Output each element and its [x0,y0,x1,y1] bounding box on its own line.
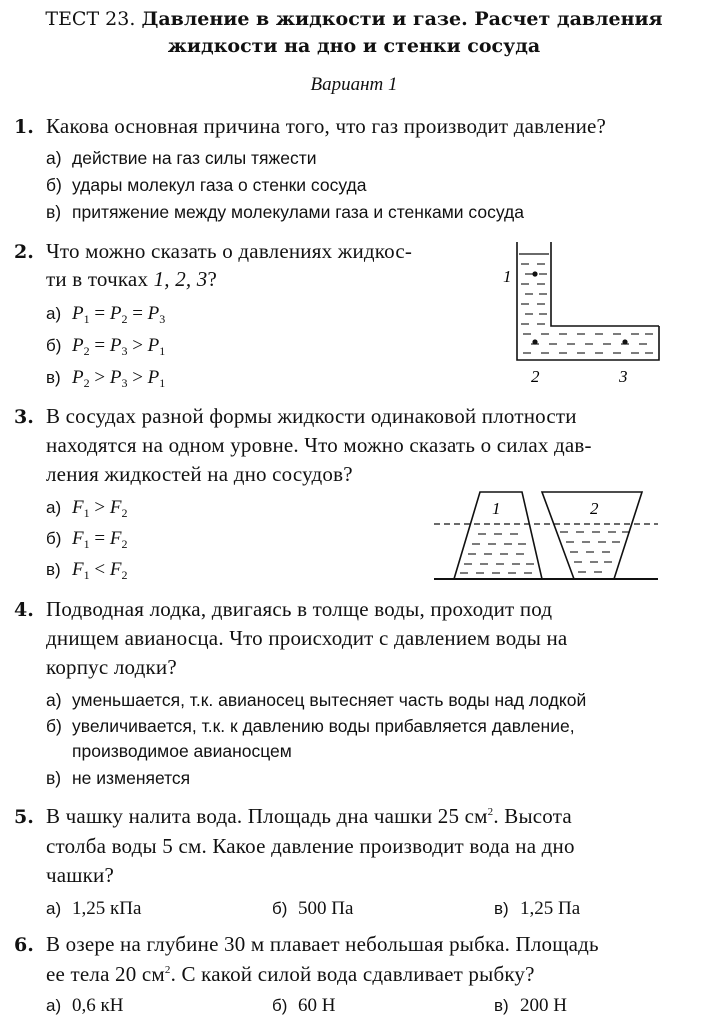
q3-option-a[interactable]: а) $F_1 > F_2$ [46,497,128,520]
question-4-number: 4. [14,599,34,621]
q6-option-a[interactable]: а) 0,6 кН [46,995,124,1016]
l-vessel-inner-wall [551,242,659,326]
q6-option-c[interactable]: в) 200 Н [494,995,567,1016]
page-title [0,6,708,32]
point-3-marker [622,339,627,344]
point-1-label: 1 [503,267,512,286]
question-2-text-line2: ти в точках 1, 2, 3? [46,267,218,291]
points-label: 1, 2, 3 [153,267,208,291]
q1-option-b[interactable]: б) удары молекул газа о стенки сосуда [46,175,367,195]
question-2-text-line1: Что можно сказать о давлениях жидкос- [46,239,413,263]
title-line1: Давление в жидкости и газе. Расчет давления [141,8,663,30]
question-3-text-line2: находятся на одном уровне. Что можно сказать о силах дав- [46,433,592,457]
variant-label: Вариант 1 [310,74,398,95]
point-1-marker [532,271,537,276]
question-4-text-line3: корпус лодки? [46,655,177,679]
q3-option-c[interactable]: в) $F_1 < F_2$ [46,559,128,582]
q5-option-c[interactable]: в) 1,25 Па [494,898,581,919]
q3-option-b[interactable]: б) $F_1 = F_2$ [46,528,128,551]
q2-option-a[interactable]: а) $P_1 = P_2 = P_3$ [46,303,166,326]
question-3-number: 3. [14,406,34,428]
vessel-1-label: 1 [492,499,501,518]
q4-option-b[interactable]: б) увеличивается, т.к. к давлению воды прибавляется давление, [46,716,575,736]
question-5-text-line1: В чашку налита вода. Площадь дна чашки 25 $см^2$. Высота [46,804,572,828]
question-5-text-line3: чашки? [46,863,115,887]
question-6-number: 6. [14,934,34,956]
question-3-text-line3: ления жидкостей на дно сосудов? [46,462,353,486]
question-1-number: 1. [14,116,34,138]
q1-option-c[interactable]: в) притяжение между молекулами газа и стенками сосуда [46,202,524,222]
l-vessel-figure [495,238,665,388]
question-3-text-line1: В сосудах разной формы жидкости одинаковой плотности [46,404,577,428]
point-2-marker [532,339,537,344]
question-1-text: Какова основная причина того, что газ производит давление? [46,114,607,138]
test-label: ТЕСТ 23. [45,8,136,30]
question-5-number: 5. [14,806,34,828]
q6-option-b[interactable]: б) 60 Н [272,995,336,1016]
q4-option-b-cont: производимое авианосцем [72,741,292,761]
q5-option-b[interactable]: б) 500 Па [272,898,354,919]
liquid-dashes-horizontal [523,334,653,353]
q1-option-a[interactable]: а) действие на газ силы тяжести [46,148,317,168]
point-2-label: 2 [531,367,540,386]
question-6-text-line2: ее тела 20 $см^2$. С какой силой вода сдавливает рыбку? [46,962,535,986]
question-6-text-line1: В озере на глубине 30 м плавает небольшая рыбка. Площадь [46,932,599,956]
q2-option-c[interactable]: в) $P_2 > P_3 > P_1$ [46,367,166,390]
vessel-2-label: 2 [590,499,599,518]
q4-option-c[interactable]: в) не изменяется [46,768,191,788]
page-subtitle [0,33,708,59]
q2-option-b[interactable]: б) $P_2 = P_3 > P_1$ [46,335,166,358]
point-3-label: 3 [619,367,628,386]
q4-option-a[interactable]: а) уменьшается, т.к. авианосец вытесняет часть воды над лодкой [46,690,587,710]
q5-option-a[interactable]: а) 1,25 кПа [46,898,142,919]
vessel-2-liquid [560,532,630,572]
vessel-1-liquid [460,534,534,573]
question-2-number: 2. [14,241,34,263]
two-vessels-figure [432,488,662,583]
question-5-text-line2: столба воды 5 см. Какое давление производит вода на дно [46,834,575,858]
question-4-text-line1: Подводная лодка, двигаясь в толще воды, проходит под [46,597,553,621]
title-line2: жидкости на дно и стенки сосуда [167,35,541,57]
l-vessel-outer-wall [517,242,659,360]
question-4-text-line2: днищем авианосца. Что происходит с давлением воды на [46,626,568,650]
